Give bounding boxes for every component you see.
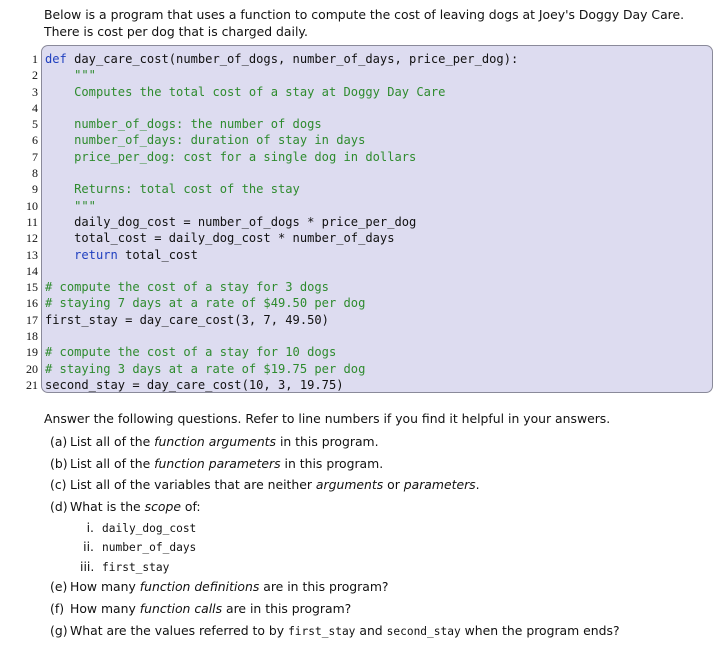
roman-numeral: iii. — [80, 558, 95, 574]
question-g — [44, 620, 708, 642]
question-text: How many — [70, 579, 140, 595]
line-number: 18 — [26, 329, 38, 344]
code-line — [45, 230, 518, 246]
code-token: day_care_cost(number_of_dogs, number_of_days, price_per_dog): — [66, 52, 519, 66]
variable-name: second_stay — [386, 624, 461, 638]
code-line — [45, 51, 518, 67]
question-b — [44, 453, 708, 475]
roman-numeral: i. — [86, 519, 94, 535]
code-lines — [45, 51, 518, 393]
question-text: . — [475, 477, 480, 493]
keyword-token: return — [45, 247, 118, 262]
code-line — [45, 132, 518, 148]
code-line — [45, 328, 518, 344]
question-text: are in this program? — [259, 579, 389, 595]
question-a — [44, 431, 708, 453]
intro-line-2: There is cost per dog that is charged daily. — [44, 23, 308, 39]
line-number: 4 — [32, 100, 38, 115]
code-line — [45, 165, 518, 181]
line-number: 15 — [26, 280, 38, 295]
question-term: function parameters — [154, 455, 281, 471]
question-text: List all of the variables that are neither — [70, 477, 316, 493]
line-number: 7 — [32, 149, 38, 164]
question-text: How many — [70, 600, 140, 616]
line-number: 9 — [32, 182, 38, 197]
question-d-item-1 — [44, 518, 708, 538]
code-line — [45, 263, 518, 279]
code-line — [45, 116, 518, 132]
variable-name: number_of_days — [102, 541, 197, 555]
question-text: List all of the — [70, 455, 155, 471]
line-number: 12 — [26, 231, 38, 246]
comment-token: # compute the cost of a stay for 10 dogs — [45, 345, 337, 360]
comment-token: """ — [45, 68, 96, 83]
comment-token: # staying 3 days at a rate of $19.75 per dog — [45, 361, 366, 376]
code-line — [45, 67, 518, 83]
questions-intro: Answer the following questions. Refer to line numbers if you find it helpful in your answers. — [44, 411, 611, 426]
question-e — [44, 576, 708, 598]
variable-name: first_stay — [102, 560, 170, 574]
code-line — [45, 344, 518, 360]
code-line — [45, 181, 518, 197]
question-text: What is the — [70, 499, 145, 515]
line-number: 14 — [26, 263, 38, 278]
question-letter: (g) — [50, 622, 68, 638]
code-line — [45, 149, 518, 165]
question-f — [44, 598, 708, 620]
comment-token: price_per_dog: cost for a single dog in dollars — [45, 149, 417, 164]
line-number: 11 — [26, 214, 38, 229]
line-number: 19 — [26, 345, 38, 360]
line-number: 16 — [26, 296, 38, 311]
comment-token: number_of_days: duration of stay in days — [45, 133, 366, 148]
question-text: of: — [180, 499, 201, 515]
question-text: List all of the — [70, 434, 155, 449]
code-line — [45, 198, 518, 214]
line-number: 8 — [32, 166, 38, 181]
line-number: 3 — [32, 84, 38, 99]
code-token: daily_dog_cost = number_of_dogs * price_per_dog — [45, 214, 417, 229]
code-listing — [8, 45, 713, 394]
line-number: 5 — [32, 117, 38, 132]
code-line — [45, 279, 518, 295]
code-line — [45, 377, 518, 393]
line-number: 6 — [32, 133, 38, 148]
code-token: total_cost — [117, 247, 198, 262]
question-letter: (d) — [50, 499, 68, 515]
code-line — [45, 361, 518, 377]
code-token: first_stay = day_care_cost(3, 7, 49.50) — [45, 312, 329, 327]
question-letter: (b) — [50, 455, 68, 471]
intro-line-1: Below is a program that uses a function to compute the cost of leaving dogs at Joey's Doggy Day Care. — [44, 7, 685, 22]
question-d — [44, 496, 708, 518]
comment-token: Computes the total cost of a stay at Doggy Day Care — [45, 84, 446, 99]
question-term: scope — [144, 499, 181, 515]
keyword-token: def — [45, 52, 67, 66]
question-text: are in this program? — [222, 600, 352, 616]
comment-token: Returns: total cost of the stay — [45, 182, 300, 197]
question-term: function definitions — [139, 579, 260, 595]
comment-token: # staying 7 days at a rate of $49.50 per dog — [45, 296, 366, 311]
question-term: arguments — [315, 477, 384, 493]
question-term: function calls — [139, 600, 223, 616]
question-text: in this program. — [280, 455, 384, 471]
code-token: total_cost = daily_dog_cost * number_of_days — [45, 231, 395, 246]
line-number: 21 — [26, 377, 38, 392]
comment-token: number_of_dogs: the number of dogs — [45, 117, 322, 132]
intro-paragraph — [44, 7, 708, 40]
question-c — [44, 474, 708, 496]
code-line — [45, 312, 518, 328]
question-text: when the program ends? — [460, 622, 620, 638]
variable-name: daily_dog_cost — [102, 521, 197, 535]
code-token: second_stay = day_care_cost(10, 3, 19.75) — [45, 377, 344, 392]
questions-section — [44, 410, 708, 641]
variable-name: first_stay — [288, 624, 356, 638]
code-line — [45, 100, 518, 116]
line-number: 10 — [26, 198, 38, 213]
line-number: 20 — [26, 361, 38, 376]
code-line — [45, 84, 518, 100]
question-letter: (e) — [50, 579, 68, 595]
code-line — [45, 295, 518, 311]
question-letter: (a) — [50, 434, 68, 449]
line-number: 1 — [32, 52, 38, 66]
question-d-item-2 — [44, 537, 708, 557]
question-letter: (c) — [50, 477, 67, 493]
comment-token: # compute the cost of a stay for 3 dogs — [45, 280, 329, 295]
question-text: and — [355, 622, 387, 638]
question-text: or — [383, 477, 404, 493]
code-box — [41, 45, 713, 393]
question-term: parameters — [403, 477, 476, 493]
question-letter: (f) — [50, 600, 65, 616]
line-number: 17 — [26, 312, 38, 327]
question-term: function arguments — [154, 434, 276, 449]
roman-numeral: ii. — [83, 539, 94, 555]
question-text: in this program. — [276, 434, 379, 449]
question-text: What are the values referred to by — [70, 622, 289, 638]
line-number: 13 — [26, 247, 38, 262]
comment-token: """ — [45, 198, 96, 213]
code-line — [45, 214, 518, 230]
code-line — [45, 247, 518, 263]
line-number-gutter — [8, 51, 38, 393]
question-d-item-3 — [44, 557, 708, 577]
line-number: 2 — [32, 68, 38, 83]
